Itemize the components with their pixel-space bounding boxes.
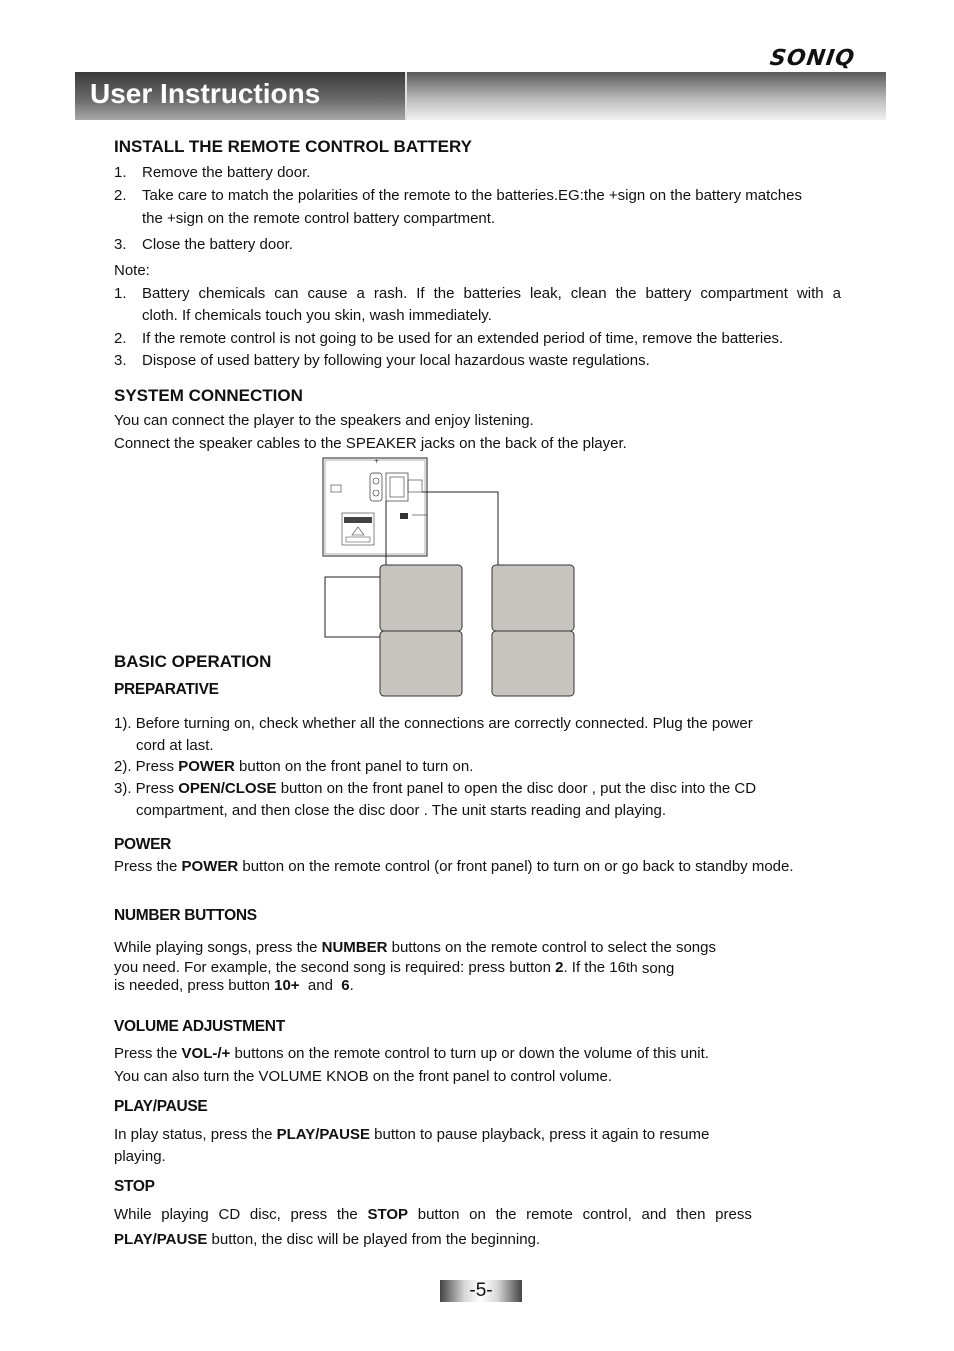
battery-step-1: Remove the battery door. bbox=[142, 164, 311, 181]
prep-3-line-1: 3). Press OPEN/CLOSE button on the front panel to open the disc door , put the disc into the CD bbox=[114, 780, 757, 797]
battery-step-2-line-2: the +sign on the remote control battery compartment. bbox=[142, 210, 496, 227]
note-1-line-2: cloth. If chemicals touch you skin, wash immediately. bbox=[142, 307, 492, 324]
system-line-2: Connect the speaker cables to the SPEAKER jacks on the back of the player. bbox=[114, 435, 627, 452]
volume-line-2: You can also turn the VOLUME KNOB on the front panel to control volume. bbox=[114, 1068, 613, 1085]
number-line-3: is needed, press button 10+ and 6. bbox=[114, 977, 354, 994]
stop-line-2: PLAY/PAUSE button, the disc will be played from the beginning. bbox=[114, 1231, 541, 1248]
note-num: 3. bbox=[114, 352, 127, 369]
battery-step-num: 3. bbox=[114, 236, 127, 253]
volume-heading: VOLUME ADJUSTMENT bbox=[114, 1018, 285, 1035]
note-num: 1. bbox=[114, 285, 127, 302]
player-back-panel bbox=[323, 458, 427, 556]
note-2: If the remote control is not going to be used for an extended period of time, remove the batteries. bbox=[142, 330, 784, 347]
preparative-subheading: PREPARATIVE bbox=[114, 681, 219, 698]
number-line-1: While playing songs, press the NUMBER buttons on the remote control to select the songs bbox=[114, 939, 716, 956]
number-line-2: you need. For example, the second song is required: press button 2. If the 16th song bbox=[114, 959, 675, 977]
prep-2: 2). Press POWER button on the front panel to turn on. bbox=[114, 758, 474, 775]
battery-step-num: 2. bbox=[114, 187, 127, 204]
right-speaker bbox=[492, 565, 574, 696]
power-text: Press the POWER button on the remote control (or front panel) to turn on or go back to standby mode. bbox=[114, 858, 794, 875]
prep-1-line-1: 1). Before turning on, check whether all the connections are correctly connected. Plug the power bbox=[114, 715, 753, 732]
battery-heading: INSTALL THE REMOTE CONTROL BATTERY bbox=[114, 137, 472, 156]
speaker-connection-diagram bbox=[320, 455, 590, 705]
page-header bbox=[75, 72, 886, 120]
title-box bbox=[75, 72, 405, 120]
number-heading: NUMBER BUTTONS bbox=[114, 907, 257, 924]
note-label: Note: bbox=[114, 262, 150, 279]
system-line-1: You can connect the player to the speakers and enjoy listening. bbox=[114, 412, 534, 429]
battery-step-2-line-1: Take care to match the polarities of the remote to the batteries.EG:the +sign on the battery matches bbox=[142, 187, 802, 204]
volume-line-1: Press the VOL-/+ buttons on the remote control to turn up or down the volume of this unit. bbox=[114, 1045, 709, 1062]
right-speaker-cable bbox=[422, 492, 498, 565]
note-3: Dispose of used battery by following your local hazardous waste regulations. bbox=[142, 352, 650, 369]
left-speaker bbox=[380, 565, 462, 696]
svg-text:+: + bbox=[374, 458, 380, 465]
stop-heading: STOP bbox=[114, 1178, 155, 1195]
basic-heading: BASIC OPERATION bbox=[114, 652, 272, 671]
page-title: User Instructions bbox=[90, 78, 321, 109]
stop-line-1: While playing CD disc, press the STOP button on the remote control, and then press bbox=[114, 1206, 752, 1223]
play-heading: PLAY/PAUSE bbox=[114, 1098, 208, 1115]
prep-1-line-2: cord at last. bbox=[136, 737, 214, 754]
play-line-2: playing. bbox=[114, 1148, 166, 1165]
page-number: -5- bbox=[440, 1280, 522, 1302]
power-heading: POWER bbox=[114, 836, 172, 853]
prep-3-line-2: compartment, and then close the disc door . The unit starts reading and playing. bbox=[136, 802, 667, 819]
brand-logo: SONIQ bbox=[768, 46, 857, 71]
battery-step-num: 1. bbox=[114, 164, 127, 181]
note-num: 2. bbox=[114, 330, 127, 347]
note-1-line-1: Battery chemicals can cause a rash. If the batteries leak, clean the battery compartment with a bbox=[142, 285, 841, 302]
play-line-1: In play status, press the PLAY/PAUSE button to pause playback, press it again to resume bbox=[114, 1126, 710, 1143]
battery-step-3: Close the battery door. bbox=[142, 236, 293, 253]
system-heading: SYSTEM CONNECTION bbox=[114, 386, 303, 405]
